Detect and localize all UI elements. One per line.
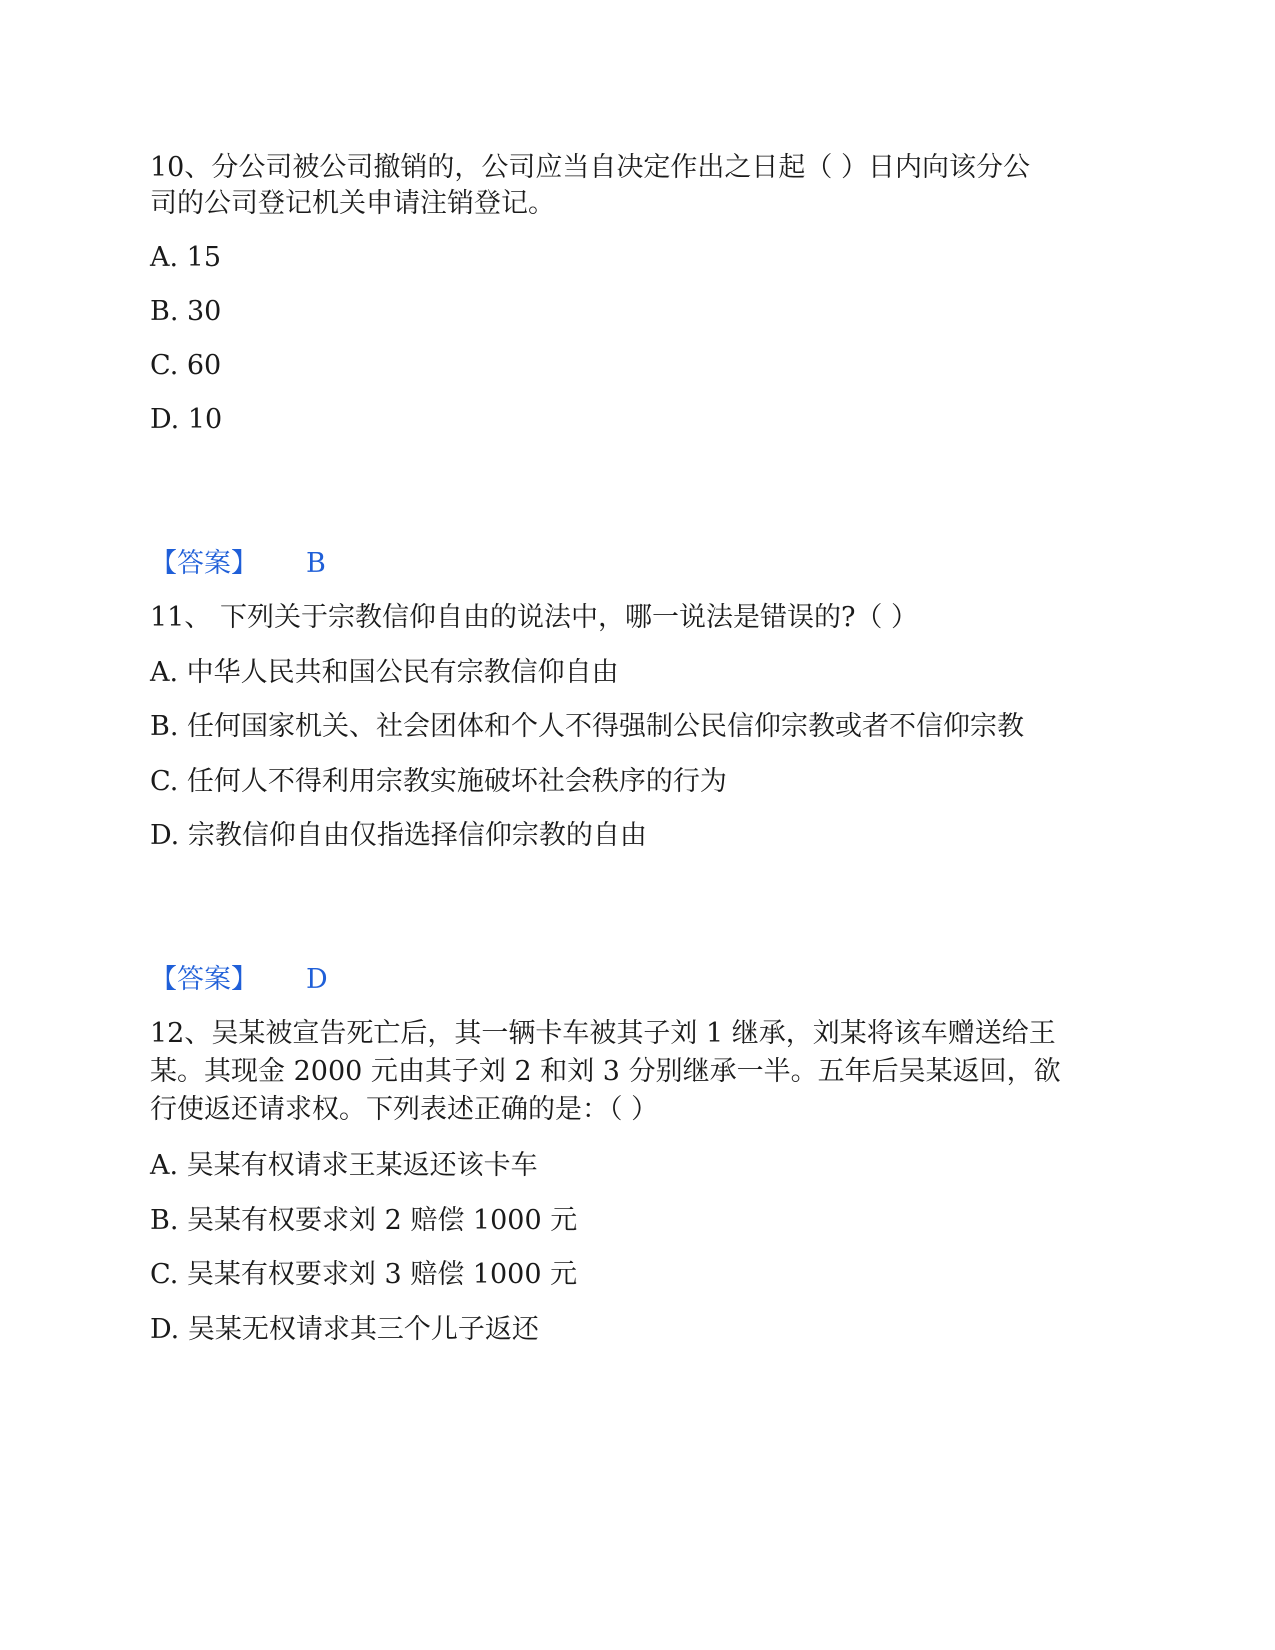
question-12-stem-line-1: 12、吴某被宣告死亡后，其一辆卡车被其子刘 1 继承，刘某将该车赠送给王 xyxy=(150,1018,1056,1049)
question-12-option-c: C. 吴某有权要求刘 3 赔偿 1000 元 xyxy=(150,1259,578,1290)
question-12-option-d: D. 吴某无权请求其三个儿子返还 xyxy=(150,1314,539,1345)
question-12-stem-line-2: 某。其现金 2000 元由其子刘 2 和刘 3 分别继承一半。五年后吴某返回，欲 xyxy=(150,1056,1061,1087)
question-11-option-c: C. 任何人不得利用宗教实施破坏社会秩序的行为 xyxy=(150,766,727,797)
question-10-stem-line-1: 10、分公司被公司撤销的，公司应当自决定作出之日起（ ）日内向该分公 xyxy=(150,152,1030,183)
question-11-option-b: B. 任何国家机关、社会团体和个人不得强制公民信仰宗教或者不信仰宗教 xyxy=(150,711,1025,742)
question-10-option-b: B. 30 xyxy=(150,296,222,327)
question-10-option-d: D. 10 xyxy=(150,404,223,435)
question-11-option-a: A. 中华人民共和国公民有宗教信仰自由 xyxy=(150,657,619,688)
question-12-stem-line-3: 行使返还请求权。下列表述正确的是：（ ） xyxy=(150,1094,659,1125)
question-10-stem-line-2: 司的公司登记机关申请注销登记。 xyxy=(150,188,555,219)
question-10-option-c: C. 60 xyxy=(150,350,222,381)
answer-value: D xyxy=(306,964,328,995)
question-12-option-a: A. 吴某有权请求王某返还该卡车 xyxy=(150,1150,538,1181)
question-12-option-b: B. 吴某有权要求刘 2 赔偿 1000 元 xyxy=(150,1205,578,1236)
answer-label: 【答案】 xyxy=(150,964,258,995)
question-11-option-d: D. 宗教信仰自由仅指选择信仰宗教的自由 xyxy=(150,820,647,851)
answer-value: B xyxy=(306,548,326,579)
answer-label: 【答案】 xyxy=(150,548,258,579)
question-10-option-a: A. 15 xyxy=(150,242,222,273)
question-11-stem-line-1: 11、 下列关于宗教信仰自由的说法中，哪一说法是错误的?（ ） xyxy=(150,602,918,633)
question-11-answer xyxy=(150,962,328,998)
question-10-answer xyxy=(150,546,326,582)
